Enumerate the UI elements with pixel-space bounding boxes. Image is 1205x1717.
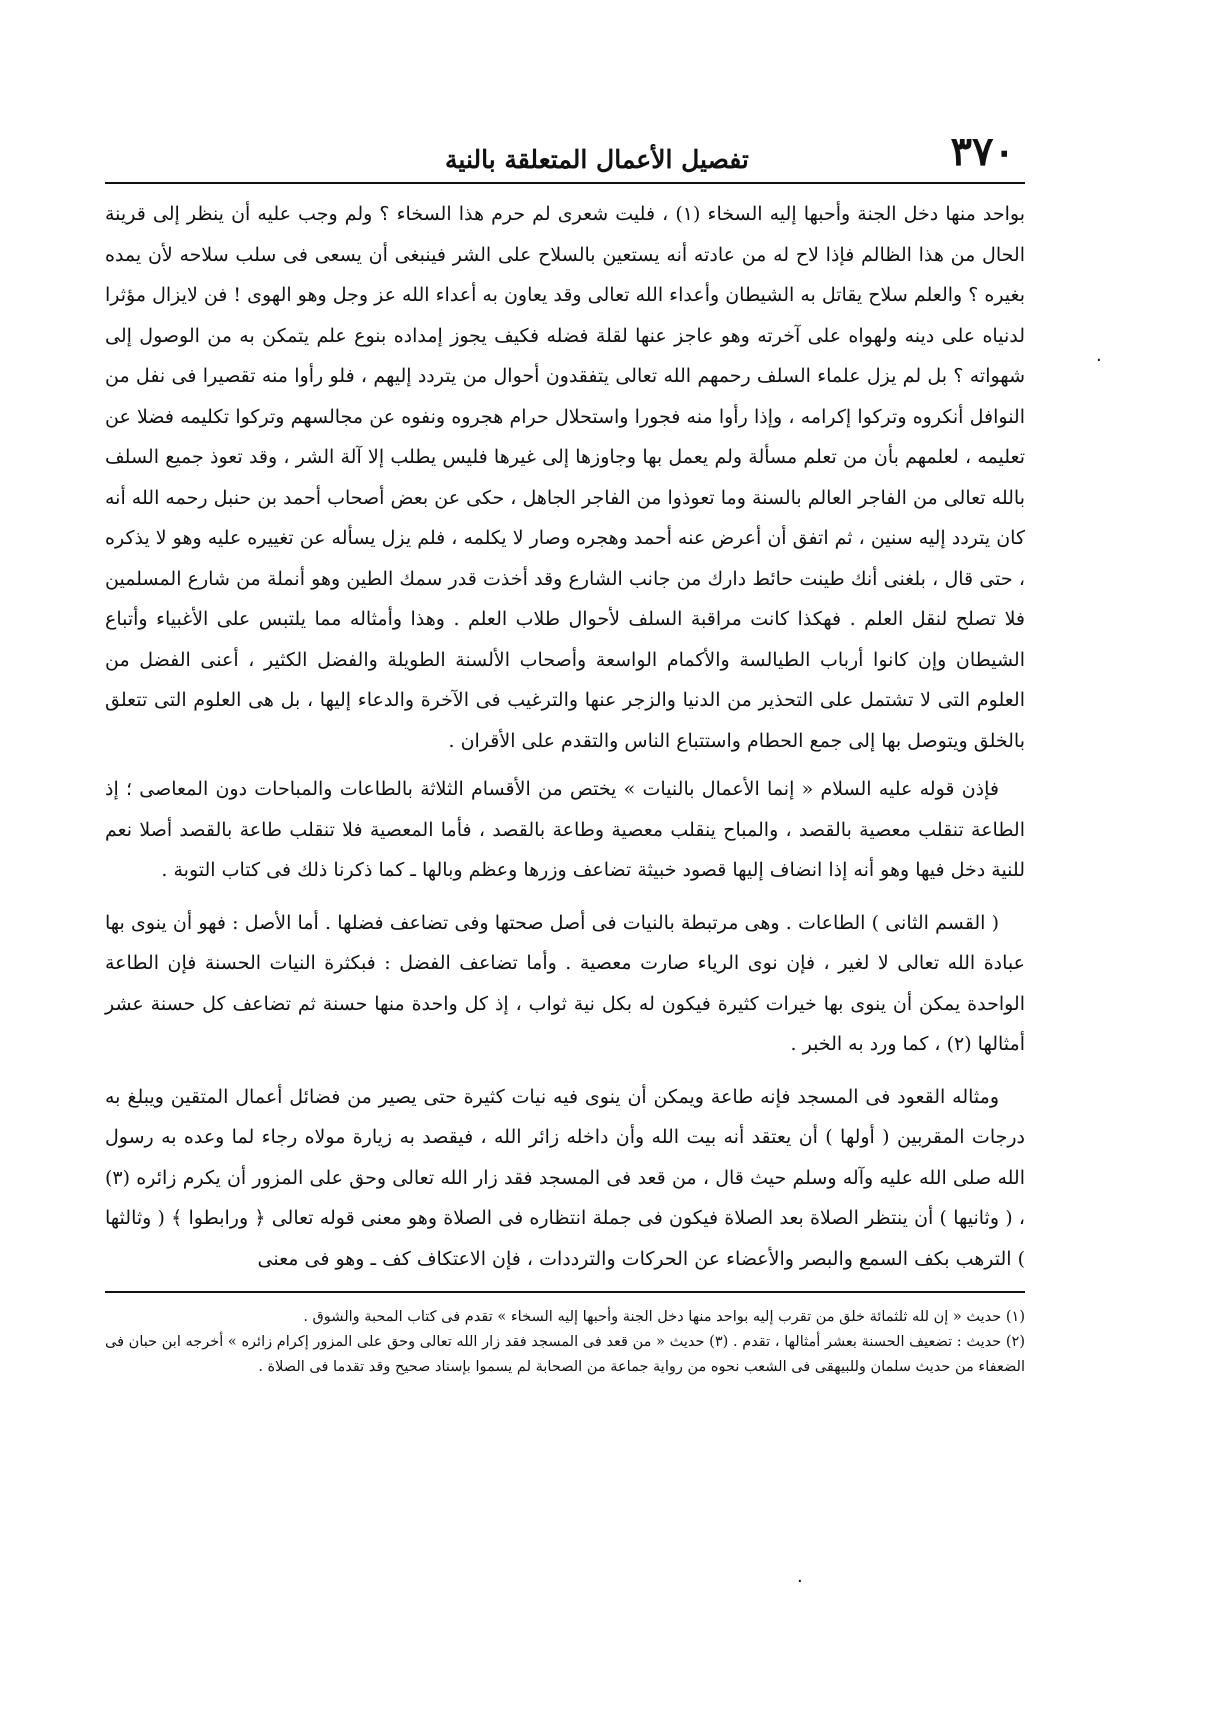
bottom-dot: . (797, 1566, 803, 1587)
footnotes (105, 1305, 1025, 1380)
page-header (105, 120, 1025, 175)
paragraph-4: ومثاله القعود فى المسجد فإنه طاعة ويمكن أن ينوى فيه نيات كثيرة حتى يصير من فضائل أعمال المتقين ويبلغ به درجات المقربين ( أولها ) أن يعتقد أنه بيت الله وأن داخله زائر الله ، فيقصد به زيارة مولاه رجاء لما وعده به رسول الله صلى الله عليه وآله وسلم حيث قال ، من قعد فى المسجد فقد زار الله تعالى وحق على المزور أن يكرم زائره (٣) ، ( وثانيها ) أن ينتظر الصلاة بعد الصلاة فيكون فى جملة انتظاره فى الصلاة وهو معنى قوله تعالى ﴿ ورابطوا ﴾ ( وثالثها ) الترهب بكف السمع والبصر والأعضاء عن الحركات والترددات ، فإن الاعتكاف كف ـ وهو فى معنى (105, 1085, 1025, 1270)
main-text (105, 194, 1025, 1279)
paragraph-1: بواحد منها دخل الجنة وأحبها إليه السخاء (١) ، فليت شعرى لم حرم هذا السخاء ؟ ولم وجب عليه أن ينظر إلى قرينة الحال من هذا الظالم فإذا لاح له من عادته أنه يستعين بالسلاح على الشر فينبغى أن يسعى فى سلب سلاحه لأن يمده بغيره ؟ والعلم سلاح يقاتل به الشيطان وأعداء الله تعالى وقد يعاون به أعداء الله عز وجل وهو الهوى ! فن لايزال مؤثرا لدنياه على دينه ولهواه على آخرته وهو عاجز عنها لقلة فضله فكيف يجوز إمداده بنوع علم يتمكن به من الوصول إلى شهواته ؟ بل لم يزل علماء السلف رحمهم الله تعالى يتفقدون أحوال من يتردد إليهم ، فلو رأوا منه تقصيرا فى نفل من النوافل أنكروه وتركوا إكرامه ، وإذا رأوا منه فجورا واستحلال حرام هجروه ونفوه عن مجالسهم وتركوا تكليمه فضلا عن تعليمه ، لعلمهم بأن من تعلم مسألة ولم يعمل بها وجاوزها إلى غيرها فليس يطلب إلا آلة الشر ، وقد تعوذ جميع السلف بالله تعالى من الفاجر العالم بالسنة وما تعوذوا من الفاجر الجاهل ، حكى عن بعض أصحاب أحمد بن حنبل رحمه الله أنه كان يتردد إليه سنين ، ثم اتفق أن أعرض عنه أحمد وهجره وصار لا يكلمه ، فلم يزل يسأله عن تغييره عليه وهو لا يذكره ، حتى قال ، بلغنى أنك طينت حائط دارك من جانب الشارع وقد أخذت قدر سمك الطين وهو أنملة من شارع المسلمين فلا تصلح لنقل العلم . فهكذا كانت مراقبة السلف لأحوال طلاب العلم . وهذا وأمثاله مما يلتبس على الأغبياء وأتباع الشيطان وإن كانوا أرباب الطيالسة والأكمام الواسعة وأصحاب الألسنة الطويلة والفضل الكثير ، أعنى الفضل من العلوم التى لا تشتمل على التحذير من الدنيا والزجر عنها والترغيب فى الآخرة والدعاء إليها ، بل هى العلوم التى تتعلق بالخلق ويتوصل بها إلى جمع الحطام واستتباع الناس والتقدم على الأقران . (105, 203, 1025, 752)
paragraph-2: فإذن قوله عليه السلام « إنما الأعمال بالنيات » يختص من الأقسام الثلاثة بالطاعات والمباحات دون المعاصى ؛ إذ الطاعة تنقلب معصية بالقصد ، والمباح ينقلب معصية وطاعة بالقصد ، فأما المعصية فلا تنقلب طاعة بالقصد أصلا نعم للنية دخل فيها وهو أنه إذا انضاف إليها قصود خبيثة تضاعف وزرها وعظم وبالها ـ كما ذكرنا ذلك فى كتاب التوبة . (105, 778, 1025, 881)
page-number: ٣٧٠ (950, 128, 1015, 175)
running-title: تفصيل الأعمال المتعلقة بالنية (445, 145, 749, 174)
footnote-rule (105, 1291, 1025, 1293)
paragraph-3: ( القسم الثانى ) الطاعات . وهى مرتبطة بالنيات فى أصل صحتها وفى تضاعف فضلها . أما الأصل : فهو أن ينوى بها عبادة الله تعالى لا لغير ، فإن نوى الرياء صارت معصية . وأما تضاعف الفضل : فبكثرة النيات الحسنة فإن الطاعة الواحدة يمكن أن ينوى بها خيرات كثيرة فيكون له بكل نية ثواب ، إذ كل واحدة منها حسنة ثم تضاعف كل حسنة عشر أمثالها (٢) ، كما ورد به الخبر . (105, 911, 1025, 1055)
footnote-2-3: (٢) حديث : تضعيف الحسنة بعشر أمثالها ، تقدم . (٣) حديث « من قعد فى المسجد فقد زار الله تعالى وحق على المزور إكرام زائره » أخرجه ابن حبان فى الضعفاء من حديث سلمان وللبيهقى فى الشعب نحوه من رواية جماعة من الصحابة لم يسموا بإسناد صحيح وقد تقدما فى الصلاة . (105, 1334, 1025, 1375)
header-rule (105, 182, 1025, 184)
book-page (105, 120, 1025, 1380)
margin-dot: . (1096, 345, 1102, 366)
footnote-1: (١) حديث « إن لله ثلثمائة خلق من تقرب إليه بواحد منها دخل الجنة وأحبها إليه السخاء » تقدم فى كتاب المحبة والشوق . (303, 1309, 1025, 1325)
